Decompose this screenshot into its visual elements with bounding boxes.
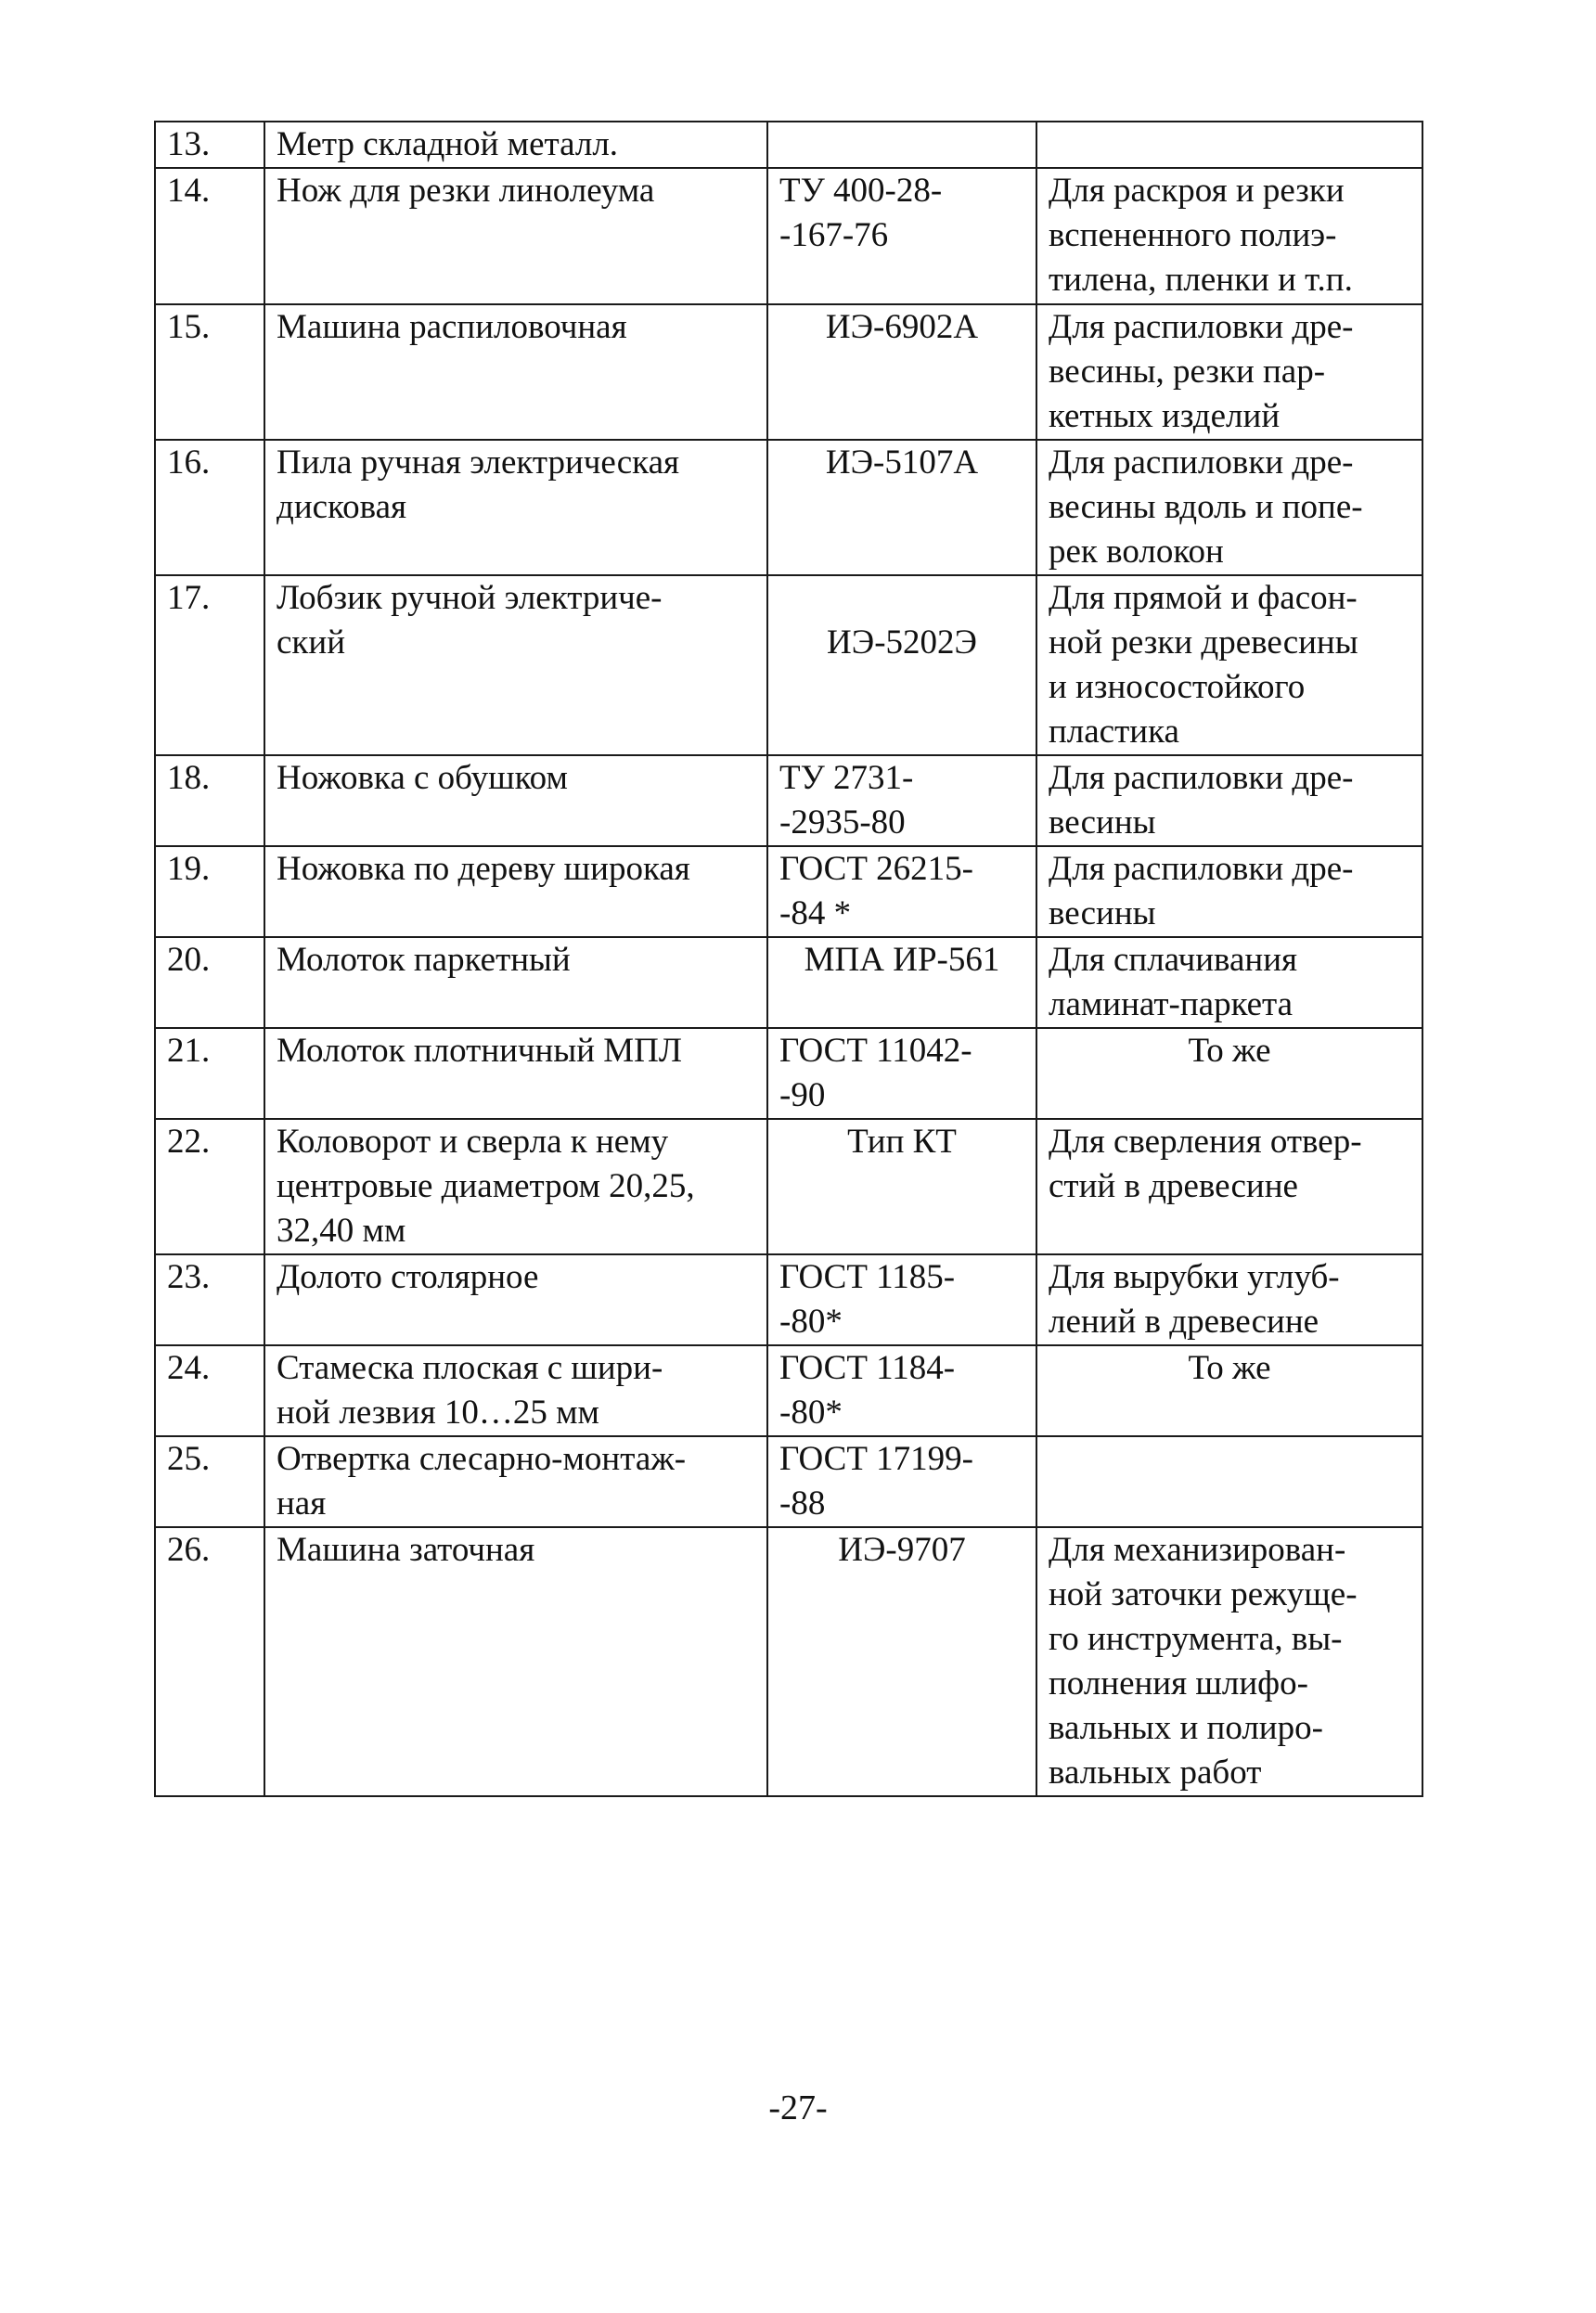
tool-name: Ножовка по дереву широкая [264, 846, 767, 937]
standard: ГОСТ 26215- -84 * [767, 846, 1036, 937]
row-number: 25. [155, 1436, 264, 1527]
row-number: 16. [155, 440, 264, 575]
table-row [155, 1527, 1422, 1796]
row-number: 23. [155, 1254, 264, 1345]
tool-name: Молоток паркетный [264, 937, 767, 1028]
standard: ГОСТ 1185- -80* [767, 1254, 1036, 1345]
table-row [155, 575, 1422, 755]
row-number: 14. [155, 168, 264, 304]
standard: МПА ИР-561 [767, 937, 1036, 1028]
row-number: 18. [155, 755, 264, 846]
tool-name: Долото столярное [264, 1254, 767, 1345]
table-row [155, 1436, 1422, 1527]
table-row [155, 1345, 1422, 1436]
purpose: Для механизирован- ной заточки режуще- го инструмента, вы- полнения шлифо- вальных и полиро- вальных работ [1036, 1527, 1422, 1796]
purpose: То же [1036, 1028, 1422, 1119]
row-number: 19. [155, 846, 264, 937]
tool-name: Машина заточная [264, 1527, 767, 1796]
page-number: -27- [768, 2088, 828, 2127]
purpose [1036, 122, 1422, 168]
tool-name: Метр складной металл. [264, 122, 767, 168]
row-number: 17. [155, 575, 264, 755]
standard: ГОСТ 11042- -90 [767, 1028, 1036, 1119]
purpose [1036, 1436, 1422, 1527]
standard: ГОСТ 17199- -88 [767, 1436, 1036, 1527]
standard [767, 575, 1036, 755]
tools-table [154, 121, 1423, 1797]
tool-name: Ножовка с обушком [264, 755, 767, 846]
row-number: 22. [155, 1119, 264, 1254]
table-row [155, 846, 1422, 937]
purpose: То же [1036, 1345, 1422, 1436]
tool-name: Нож для резки линолеума [264, 168, 767, 304]
purpose: Для сверления отвер- стий в древесине [1036, 1119, 1422, 1254]
tool-name: Стамеска плоская с шири- ной лезвия 10…25 мм [264, 1345, 767, 1436]
table-row [155, 1119, 1422, 1254]
table-row [155, 122, 1422, 168]
row-number: 24. [155, 1345, 264, 1436]
table-row [155, 937, 1422, 1028]
table-row [155, 1028, 1422, 1119]
purpose: Для распиловки дре- весины, резки пар- кетных изделий [1036, 304, 1422, 440]
row-number: 21. [155, 1028, 264, 1119]
purpose: Для вырубки углуб- лений в древесине [1036, 1254, 1422, 1345]
table-row [155, 304, 1422, 440]
standard: ИЭ-9707 [767, 1527, 1036, 1796]
purpose: Для распиловки дре- весины вдоль и попе- рек волокон [1036, 440, 1422, 575]
row-number: 15. [155, 304, 264, 440]
standard: ТУ 2731- -2935-80 [767, 755, 1036, 846]
standard: ИЭ-5107А [767, 440, 1036, 575]
standard: ИЭ-6902А [767, 304, 1036, 440]
standard [767, 122, 1036, 168]
row-number: 20. [155, 937, 264, 1028]
tool-name: Коловорот и сверла к нему центровые диаметром 20,25, 32,40 мм [264, 1119, 767, 1254]
row-number: 26. [155, 1527, 264, 1796]
purpose: Для распиловки дре- весины [1036, 846, 1422, 937]
tool-name: Молоток плотничный МПЛ [264, 1028, 767, 1119]
purpose: Для прямой и фасон- ной резки древесины и износостойкого пластика [1036, 575, 1422, 755]
table-row [155, 1254, 1422, 1345]
tool-name: Пила ручная электрическая дисковая [264, 440, 767, 575]
table-row [155, 755, 1422, 846]
purpose: Для раскроя и резки вспененного полиэ- тилена, пленки и т.п. [1036, 168, 1422, 304]
purpose: Для сплачивания ламинат-паркета [1036, 937, 1422, 1028]
standard: Тип КТ [767, 1119, 1036, 1254]
tool-name: Машина распиловочная [264, 304, 767, 440]
standard-text: ИЭ-5202Э [827, 623, 977, 662]
row-number: 13. [155, 122, 264, 168]
standard: ГОСТ 1184- -80* [767, 1345, 1036, 1436]
table-row [155, 440, 1422, 575]
tool-name: Отвертка слесарно-монтаж- ная [264, 1436, 767, 1527]
standard: ТУ 400-28- -167-76 [767, 168, 1036, 304]
tool-name: Лобзик ручной электриче- ский [264, 575, 767, 755]
purpose: Для распиловки дре- весины [1036, 755, 1422, 846]
table-row [155, 168, 1422, 304]
